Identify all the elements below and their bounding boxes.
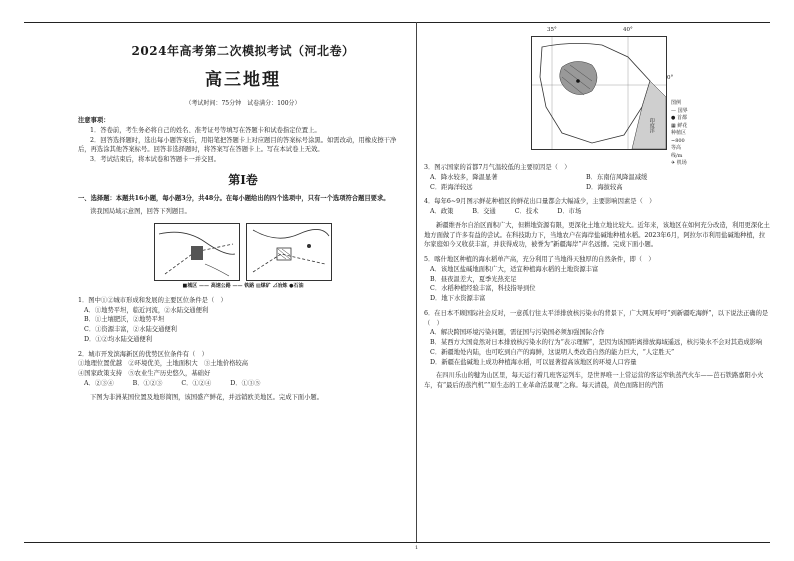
option[interactable]: B．东南信风降温减缓 <box>586 173 648 181</box>
passage-3: 新疆维吾尔自治区面积广大，但耕地资源有限，更深化土地立地比较大。近年来，该地区在如何充分改造，利用更深化土地方面做了许多有益的尝试。在科技助力下，当地农户在海岸盐碱地种植水稻。2023年6月，阿拉尔市利用盐碱地种植，拉尔家庭如今又收获丰富，并获得成功，被誉为“新疆海岸”声名远播。完成下面小题。 <box>424 221 770 249</box>
notice-item: 2．回答选择题时，选出每小题答案后，用铅笔把答题卡上对应题目的答案标号涂黑。如需改动，用橡皮擦干净后，再选涂其他答案标号。回答非选择题时，将答案写在答题卡上。写在本试卷上无效。 <box>78 136 397 154</box>
subject-title: 高三地理 <box>205 69 281 90</box>
map-legend <box>671 100 689 168</box>
section-instructions: 一、选择题：本题共16小题，每小题3分，共48分。在每小题给出的四个选项中，只有一个选项符合题目要求。 <box>78 194 390 202</box>
option[interactable]: D．新疆在盐碱地上成功种植海水稻，可以显著提高该地区的环境人口容量 <box>430 358 637 366</box>
question-condition: ①地理位置优越 ②环境优美，土地面积大 ③土地价格较高 <box>78 360 249 368</box>
legend-item: — 国界 <box>671 107 688 114</box>
option[interactable]: C．水稻种植经验丰富，科技指导到位 <box>430 285 536 293</box>
volume-title: 第Ⅰ卷 <box>228 172 258 187</box>
option[interactable]: C．新疆地处内陆，也可吃到自产的海鲜，这说明人类改造自然的能力巨大，“人定胜天” <box>430 348 675 356</box>
question-stem: 6．在日本不顾国际社会反对，一意孤行往太平洋排放核污染水的背景下，广大网友呼吁“到新疆吃海鲜”，以下说法正确的是（ ） <box>424 309 769 327</box>
question-3 <box>424 163 770 192</box>
option-row <box>424 183 770 193</box>
question-condition: ④国家政策支持 ⑤农业生产历史悠久，基础好 <box>78 370 211 378</box>
latitude-label: 0° <box>667 75 674 81</box>
option[interactable]: A．该地区盐碱地面积广大，适宜种植海水稻的土地资源丰富 <box>430 265 599 273</box>
option-row <box>424 173 770 183</box>
question-1 <box>78 296 408 345</box>
question-4 <box>424 197 770 217</box>
longitude-label: 40° <box>623 27 633 33</box>
legend-item: ▦ 鲜花种植区 <box>671 122 688 136</box>
question-stem: 3．图示国家的首都7月气温较低的主要原因是（ ） <box>424 164 571 171</box>
option-row[interactable]: A．政策 B．交通 C．技术 D．市场 <box>430 208 582 215</box>
legend-title: 图例 <box>671 100 682 106</box>
question-stem: 5．喀什地区种植的海水稻单产高，充分利用了当地得天独厚的自然条件，即（ ） <box>424 256 655 263</box>
option[interactable]: D．地下水资源丰富 <box>430 295 486 302</box>
legend-item: ~800 等高线/m <box>671 137 685 159</box>
notice-heading: 注意事项： <box>78 117 110 125</box>
exam-meta: （考试时间：75分钟 试卷满分：100分） <box>185 99 301 107</box>
passage-4: 在四川乐山的犍为山区里，每天运行着几班客运列车，是世界唯一上常运营的客运窄轨蒸汽火车——芭石铁路嘉阳小火车，有“最后的蒸汽机”“原生态的工业革命活景观”之称。每天清晨，黄色而陈旧的汽笛 <box>424 372 764 389</box>
figure-maps <box>78 223 408 281</box>
notice-item: 3．考试结束后，将本试卷和答题卡一并交回。 <box>90 156 220 164</box>
question-stem: 2．城市开发滨海新区的优势区位条件有（ ） <box>78 350 208 358</box>
ocean-label: 印度洋 <box>648 118 655 133</box>
option[interactable]: A．①地势平坦，临近河流，②水陆交通便利 <box>84 306 209 314</box>
right-column <box>424 22 770 391</box>
africa-map <box>505 27 689 166</box>
left-column <box>78 22 408 402</box>
map-figure-2 <box>246 223 332 281</box>
option[interactable]: D．海拔较高 <box>586 183 623 191</box>
question-5 <box>424 255 770 304</box>
option[interactable]: B．某西方大国竟然对日本排放核污染水的行为“表示理解”，是因为该国距离排放海域遥远，核污染水不会对其造成影响 <box>430 339 763 346</box>
bottom-rule <box>24 542 770 543</box>
legend-item: ● 首都 <box>671 115 687 121</box>
option[interactable]: C．①资源丰富，②水陆交通便利 <box>84 326 177 334</box>
option-row[interactable]: A．②③④ B．①②③ C．①②④ D．①③⑤ <box>84 379 261 387</box>
figure-caption: ■城区 —— 高速公路 —— 铁路 ▧煤矿 ⊿冶炼 ●石油 <box>182 283 304 290</box>
longitude-label: 35° <box>547 27 557 33</box>
question-stem: 4．每年6~9月图示鲜花种植区的鲜花出口量都会大幅减少，主要影响因素是（ ） <box>424 198 656 206</box>
passage-1: 读我国局域示意图，回答下列题目。 <box>90 208 191 216</box>
passage-2: 下图为非洲某国位置及地形简图，该国盛产鲜花，并远销欧美地区。完成下面小题。 <box>90 393 323 401</box>
question-2 <box>78 350 408 389</box>
page-number: 1 <box>415 545 419 551</box>
exam-title: 2024年高考第二次模拟考试（河北卷） <box>131 44 355 58</box>
column-divider <box>416 22 417 542</box>
notice-item: 1．答卷前，考生务必将自己的姓名、准考证号等填写在答题卡和试卷指定位置上。 <box>90 126 321 134</box>
question-6 <box>424 309 770 368</box>
option[interactable]: D．①②均水陆交通便利 <box>84 335 153 343</box>
question-stem: 1．图中①②城市形成和发展的主要区位条件是（ ） <box>78 296 227 304</box>
option[interactable]: B．昼夜温差大，夏季光热充足 <box>430 275 517 283</box>
legend-item: ✈ 机场 <box>671 160 687 166</box>
option[interactable]: A．降水较多，降温显著 <box>430 173 498 181</box>
option[interactable]: C．距海洋较远 <box>430 183 473 191</box>
option[interactable]: B．①土壤肥沃，②地势平坦 <box>84 316 165 324</box>
option[interactable]: A．解决跨国环境污染问题，需征国与污染国必须加强国际合作 <box>430 329 605 337</box>
map-figure-1 <box>154 223 240 281</box>
